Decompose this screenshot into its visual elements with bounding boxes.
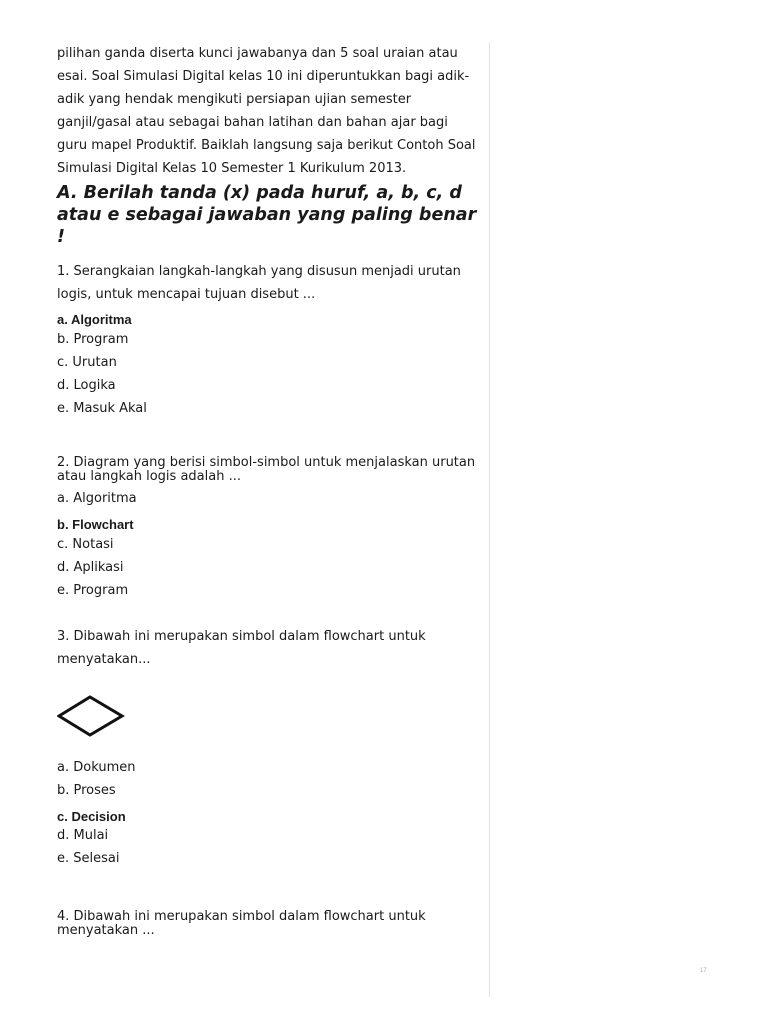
question-2-option-e: e. Program xyxy=(57,583,129,598)
question-2-option-c: c. Notasi xyxy=(57,537,114,552)
question-1-option-b: b. Program xyxy=(57,332,129,347)
question-3-option-b: b. Proses xyxy=(57,783,116,798)
diamond-decision-symbol xyxy=(57,695,125,737)
question-1-option-c: c. Urutan xyxy=(57,355,117,370)
question-3-option-c: c. Decision xyxy=(57,809,126,824)
question-3-option-a: a. Dokumen xyxy=(57,760,136,775)
question-1-option-a: a. Algoritma xyxy=(57,312,132,327)
question-2-option-d: d. Aplikasi xyxy=(57,560,124,575)
question-2-text: 2. Diagram yang berisi simbol-simbol untuk menjalaskan urutan atau langkah logis adalah ... xyxy=(57,455,476,484)
question-2-option-a: a. Algoritma xyxy=(57,491,137,506)
question-1-option-d: d. Logika xyxy=(57,378,116,393)
question-3-text: 3. Dibawah ini merupakan simbol dalam flowchart untuk menyatakan... xyxy=(57,629,426,667)
question-3-option-e: e. Selesai xyxy=(57,851,120,866)
question-1-text: 1. Serangkaian langkah-langkah yang disusun menjadi urutan logis, untuk mencapai tujuan disebut ... xyxy=(57,264,461,302)
question-1-option-e: e. Masuk Akal xyxy=(57,401,147,416)
intro-paragraph: pilihan ganda diserta kunci jawabanya dan 5 soal uraian atau esai. Soal Simulasi Digital kelas 10 ini diperuntukkan bagi adik- adik yang hendak mengikuti persiapan ujian semester ganjil/gasal atau sebagai bahan latihan dan bahan ajar bagi guru mapel Produktif. Baiklah langsung saja berikut Contoh Soal Simulasi Digital Kelas 10 Semester 1 Kurikulum 2013. xyxy=(57,46,476,176)
page-number: 17 xyxy=(700,968,707,974)
column-divider xyxy=(489,42,490,997)
question-4-text: 4. Dibawah ini merupakan simbol dalam flowchart untuk menyatakan ... xyxy=(57,909,426,938)
question-3-option-d: d. Mulai xyxy=(57,828,109,843)
question-2-option-b: b. Flowchart xyxy=(57,517,134,532)
section-heading: A. Berilah tanda (x) pada huruf, a, b, c, d atau e sebagai jawaban yang paling benar ! xyxy=(57,183,477,247)
